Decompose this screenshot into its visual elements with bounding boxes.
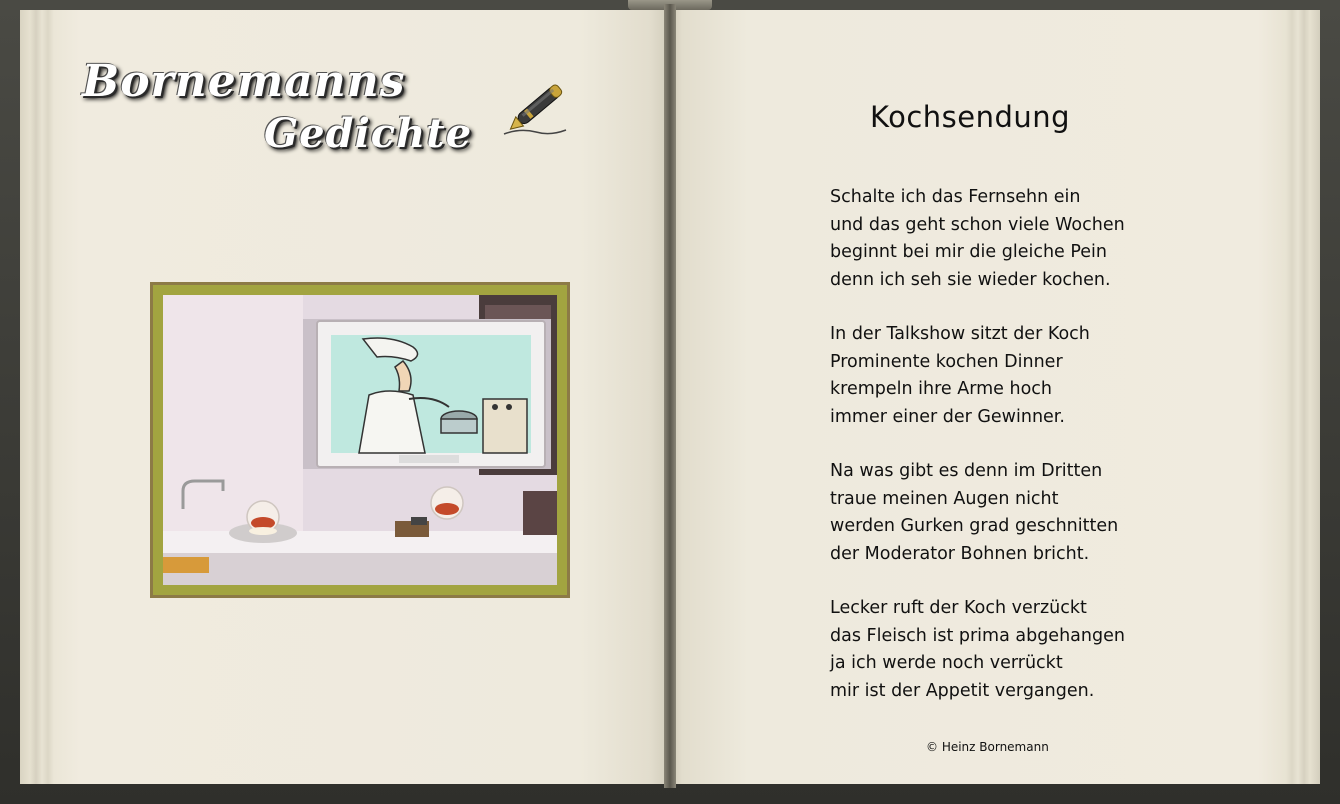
poem-title: Kochsendung [870, 100, 1071, 134]
poem-stanza [830, 321, 1125, 431]
poem-stanza [830, 458, 1125, 568]
poem-line: traue meinen Augen nicht [830, 488, 1059, 509]
kitchen-tv-image [163, 295, 557, 585]
poem-body [830, 184, 1125, 732]
poem-stanza [830, 595, 1125, 705]
poem-line: Lecker ruft der Koch verzückt [830, 598, 1087, 618]
poem-line: Na was gibt es denn im Dritten [830, 461, 1103, 481]
site-logo[interactable] [82, 56, 482, 166]
poem-line: ja ich werde noch verrückt [830, 653, 1063, 673]
logo-line-1: Bornemanns [82, 56, 406, 107]
poem-stanza [830, 184, 1125, 294]
fountain-pen-icon [500, 76, 576, 138]
poem-line: das Fleisch ist prima abgehangen [830, 625, 1125, 646]
poem-line: der Moderator Bohnen bricht. [830, 543, 1090, 564]
poem-line: krempeln ihre Arme hoch [830, 379, 1052, 399]
poem-line: Schalte ich das Fernsehn ein [830, 187, 1081, 207]
book-spine [664, 4, 676, 788]
poem-line: beginnt bei mir die gleiche Pein [830, 242, 1108, 262]
poem-line: mir ist der Appetit vergangen. [830, 680, 1095, 701]
logo-line-2: Gedichte [264, 110, 473, 157]
poem-line: denn ich seh sie wieder kochen. [830, 269, 1111, 290]
poem-line: und das geht schon viele Wochen [830, 214, 1125, 235]
picture-frame [150, 282, 570, 598]
poem-line: In der Talkshow sitzt der Koch [830, 324, 1090, 344]
copyright-notice: © Heinz Bornemann [926, 740, 1049, 754]
picture-mat [153, 285, 567, 595]
poem-line: Prominente kochen Dinner [830, 351, 1063, 372]
poem-line: werden Gurken grad geschnitten [830, 516, 1119, 536]
poem-line: immer einer der Gewinner. [830, 406, 1065, 427]
